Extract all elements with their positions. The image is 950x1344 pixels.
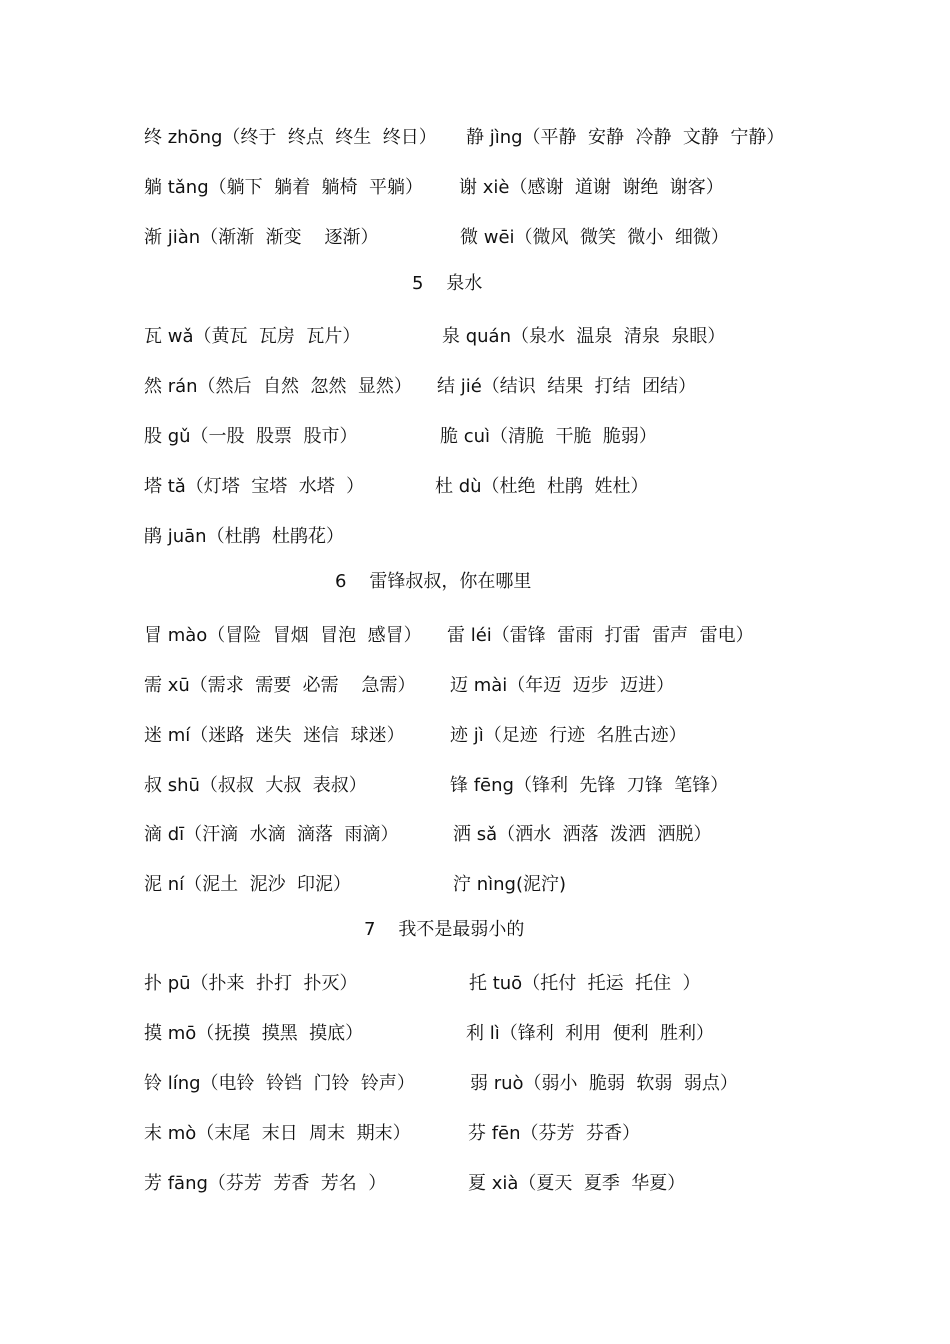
vocab-entry-mo-end: 末 mò（末尾 末日 周末 期末） (144, 1123, 411, 1144)
vocab-entry-ran: 然 rán（然后 自然 忽然 显然） (144, 376, 412, 397)
vocab-entry-jie: 结 jié（结识 结果 打结 团结） (437, 376, 697, 397)
lesson-5-heading: 5 泉水 (412, 273, 483, 294)
vocab-entry-ling: 铃 líng（电铃 铃铛 门铃 铃声） (144, 1073, 415, 1094)
vocab-entry-di: 滴 dī（汗滴 水滴 滴落 雨滴） (144, 824, 399, 845)
vocab-entry-ni: 泥 ní（泥土 泥沙 印泥） (144, 874, 352, 895)
vocab-entry-xu: 需 xū（需求 需要 必需 急需） (144, 675, 416, 696)
vocab-entry-mo: 摸 mō（抚摸 摸黑 摸底） (144, 1023, 364, 1044)
vocab-entry-mi: 迷 mí（迷路 迷失 迷信 球迷） (144, 725, 405, 746)
vocab-entry-zhong: 终 zhōng（终于 终点 终生 终日） (144, 127, 437, 148)
vocab-entry-mao: 冒 mào（冒险 冒烟 冒泡 感冒） (144, 625, 422, 646)
vocab-entry-mai: 迈 mài（年迈 迈步 迈进） (450, 675, 675, 696)
vocab-entry-tuo: 托 tuō（托付 托运 托住 ） (469, 973, 701, 994)
vocab-entry-jing: 静 jìng（平静 安静 冷静 文静 宁静） (466, 127, 785, 148)
vocab-entry-jian: 渐 jiàn（渐渐 渐变 逐渐） (144, 227, 379, 248)
vocab-entry-ji: 迹 jì（足迹 行迹 名胜古迹） (450, 725, 687, 746)
vocab-entry-lei: 雷 léi（雷锋 雷雨 打雷 雷声 雷电） (447, 625, 754, 646)
vocab-entry-juan: 鹃 juān（杜鹃 杜鹃花） (144, 526, 345, 547)
vocab-entry-gu: 股 gǔ（一股 股票 股市） (144, 426, 358, 447)
lesson-7-heading: 7 我不是最弱小的 (364, 919, 525, 940)
vocab-entry-tang: 躺 tǎng（躺下 躺着 躺椅 平躺） (144, 177, 423, 198)
vocab-entry-fen: 芬 fēn（芬芳 芬香） (468, 1123, 640, 1144)
vocab-entry-wa: 瓦 wǎ（黄瓦 瓦房 瓦片） (144, 326, 361, 347)
vocab-entry-xie: 谢 xiè（感谢 道谢 谢绝 谢客） (459, 177, 724, 198)
vocab-entry-shu: 叔 shū（叔叔 大叔 表叔） (144, 775, 367, 796)
vocab-entry-ning: 泞 nìng(泥泞) (453, 874, 567, 895)
vocab-entry-ta: 塔 tǎ（灯塔 宝塔 水塔 ） (144, 476, 365, 497)
lesson-6-heading: 6 雷锋叔叔，你在哪里 (335, 571, 532, 592)
vocab-entry-quan: 泉 quán（泉水 温泉 清泉 泉眼） (442, 326, 726, 347)
vocab-entry-sa: 洒 sǎ（洒水 洒落 泼洒 洒脱） (453, 824, 712, 845)
vocab-entry-du: 杜 dù（杜绝 杜鹃 姓杜） (435, 476, 649, 497)
vocab-entry-wei: 微 wēi（微风 微笑 微小 细微） (460, 227, 729, 248)
vocab-entry-xia: 夏 xià（夏天 夏季 华夏） (468, 1173, 686, 1194)
vocab-entry-pu: 扑 pū（扑来 扑打 扑灭） (144, 973, 358, 994)
vocab-entry-cui: 脆 cuì（清脆 干脆 脆弱） (440, 426, 657, 447)
vocab-entry-fang: 芳 fāng（芬芳 芳香 芳名 ） (144, 1173, 387, 1194)
vocab-entry-ruo: 弱 ruò（弱小 脆弱 软弱 弱点） (470, 1073, 738, 1094)
vocab-entry-feng: 锋 fēng（锋利 先锋 刀锋 笔锋） (450, 775, 729, 796)
vocab-entry-li: 利 lì（锋利 利用 便利 胜利） (466, 1023, 715, 1044)
